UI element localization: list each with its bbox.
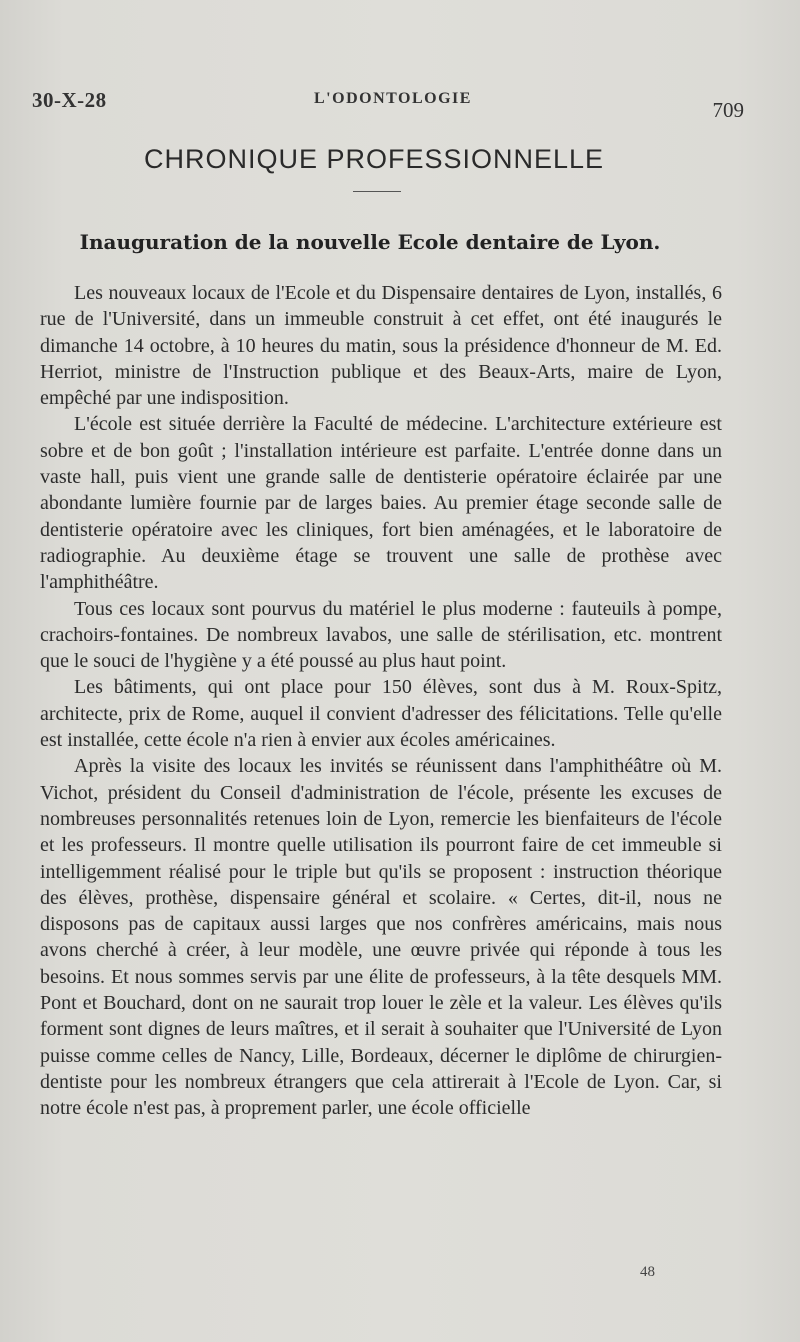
paragraph: Les nouveaux locaux de l'Ecole et du Dispensaire dentaires de Lyon, installés, 6 rue de l'Université, dans un immeuble construit à cet effet, ont été inaugurés le dimanche 14 octobre, à 10 heures du matin, sous la présidence d'honneur de M. Ed. Herriot, ministre de l'Instruction publique et des Beaux-Arts, maire de Lyon, empêché par une indisposition. (40, 282, 722, 410)
issue-date: 30-X-28 (32, 88, 107, 112)
paragraph: Les bâtiments, qui ont place pour 150 élèves, sont dus à M. Roux-Spitz, architecte, prix de Rome, auquel il convient d'adresser des félicitations. Telle qu'elle est installée, cette école n'a rien à envier aux écoles américaines. (40, 676, 722, 752)
article-title: Inauguration de la nouvelle Ecole dentaire de Lyon. (79, 230, 661, 254)
journal-title: L'ODONTOLOGIE (314, 90, 472, 107)
section-title: CHRONIQUE PROFESSIONNELLE (143, 144, 605, 174)
article-body (40, 280, 722, 1122)
page-number: 709 (712, 98, 744, 122)
paragraph: Tous ces locaux sont pourvus du matériel le plus moderne : fauteuils à pompe, crachoirs-fontaines. De nombreux lavabos, une salle de stérilisation, etc. montrent que le souci de l'hygiène y a été poussé au plus haut point. (40, 597, 722, 673)
running-header (32, 86, 744, 122)
paragraph: Après la visite des locaux les invités se réunissent dans l'amphithéâtre où M. Vichot, président du Conseil d'administration de l'école, présente les excuses de nombreuses personnalités retenues loin de Lyon, remercie les bienfaiteurs de l'école et les professeurs. Il montre quelle utilisation ils pourront faire de cet immeuble si intelligemment réalisé pour le triple but qu'ils se proposent : instruction théorique des élèves, prothèse, dispensaire général et scolaire. « Certes, dit-il, nous ne disposons pas de capitaux aussi larges que nos confrères américains, mais nous avons cherché à créer, à leur modèle, une œuvre privée qui réponde à tous les besoins. Et nous sommes servis par une élite de professeurs, à la tête desquels MM. Pont et Bouchard, dont on ne saurait trop louer le zèle et la valeur. Les élèves qu'ils forment sont dignes de leurs maîtres, et il serait à souhaiter que l'Université de Lyon puisse comme celles de Nancy, Lille, Bordeaux, décerner le diplôme de chirurgien-dentiste pour les nombreux étrangers que cela attirerait à l'Ecole de Lyon. Car, si notre école n'est pas, à proprement parler, une école officielle (40, 755, 722, 1120)
signature-folio: 48 (640, 1264, 655, 1280)
paragraph: L'école est située derrière la Faculté de médecine. L'architecture extérieure est sobre et de bon goût ; l'installation intérieure est parfaite. L'entrée donne dans un vaste hall, puis vient une grande salle de dentisterie opératoire éclairée par une abondante lumière fournie par de larges baies. Au premier étage seconde salle de dentisterie opératoire avec les cliniques, fort bien aménagées, et le laboratoire de radiographie. Au deuxième étage se trouvent une salle de prothèse avec l'amphithéâtre. (40, 413, 722, 594)
title-divider (353, 191, 401, 192)
